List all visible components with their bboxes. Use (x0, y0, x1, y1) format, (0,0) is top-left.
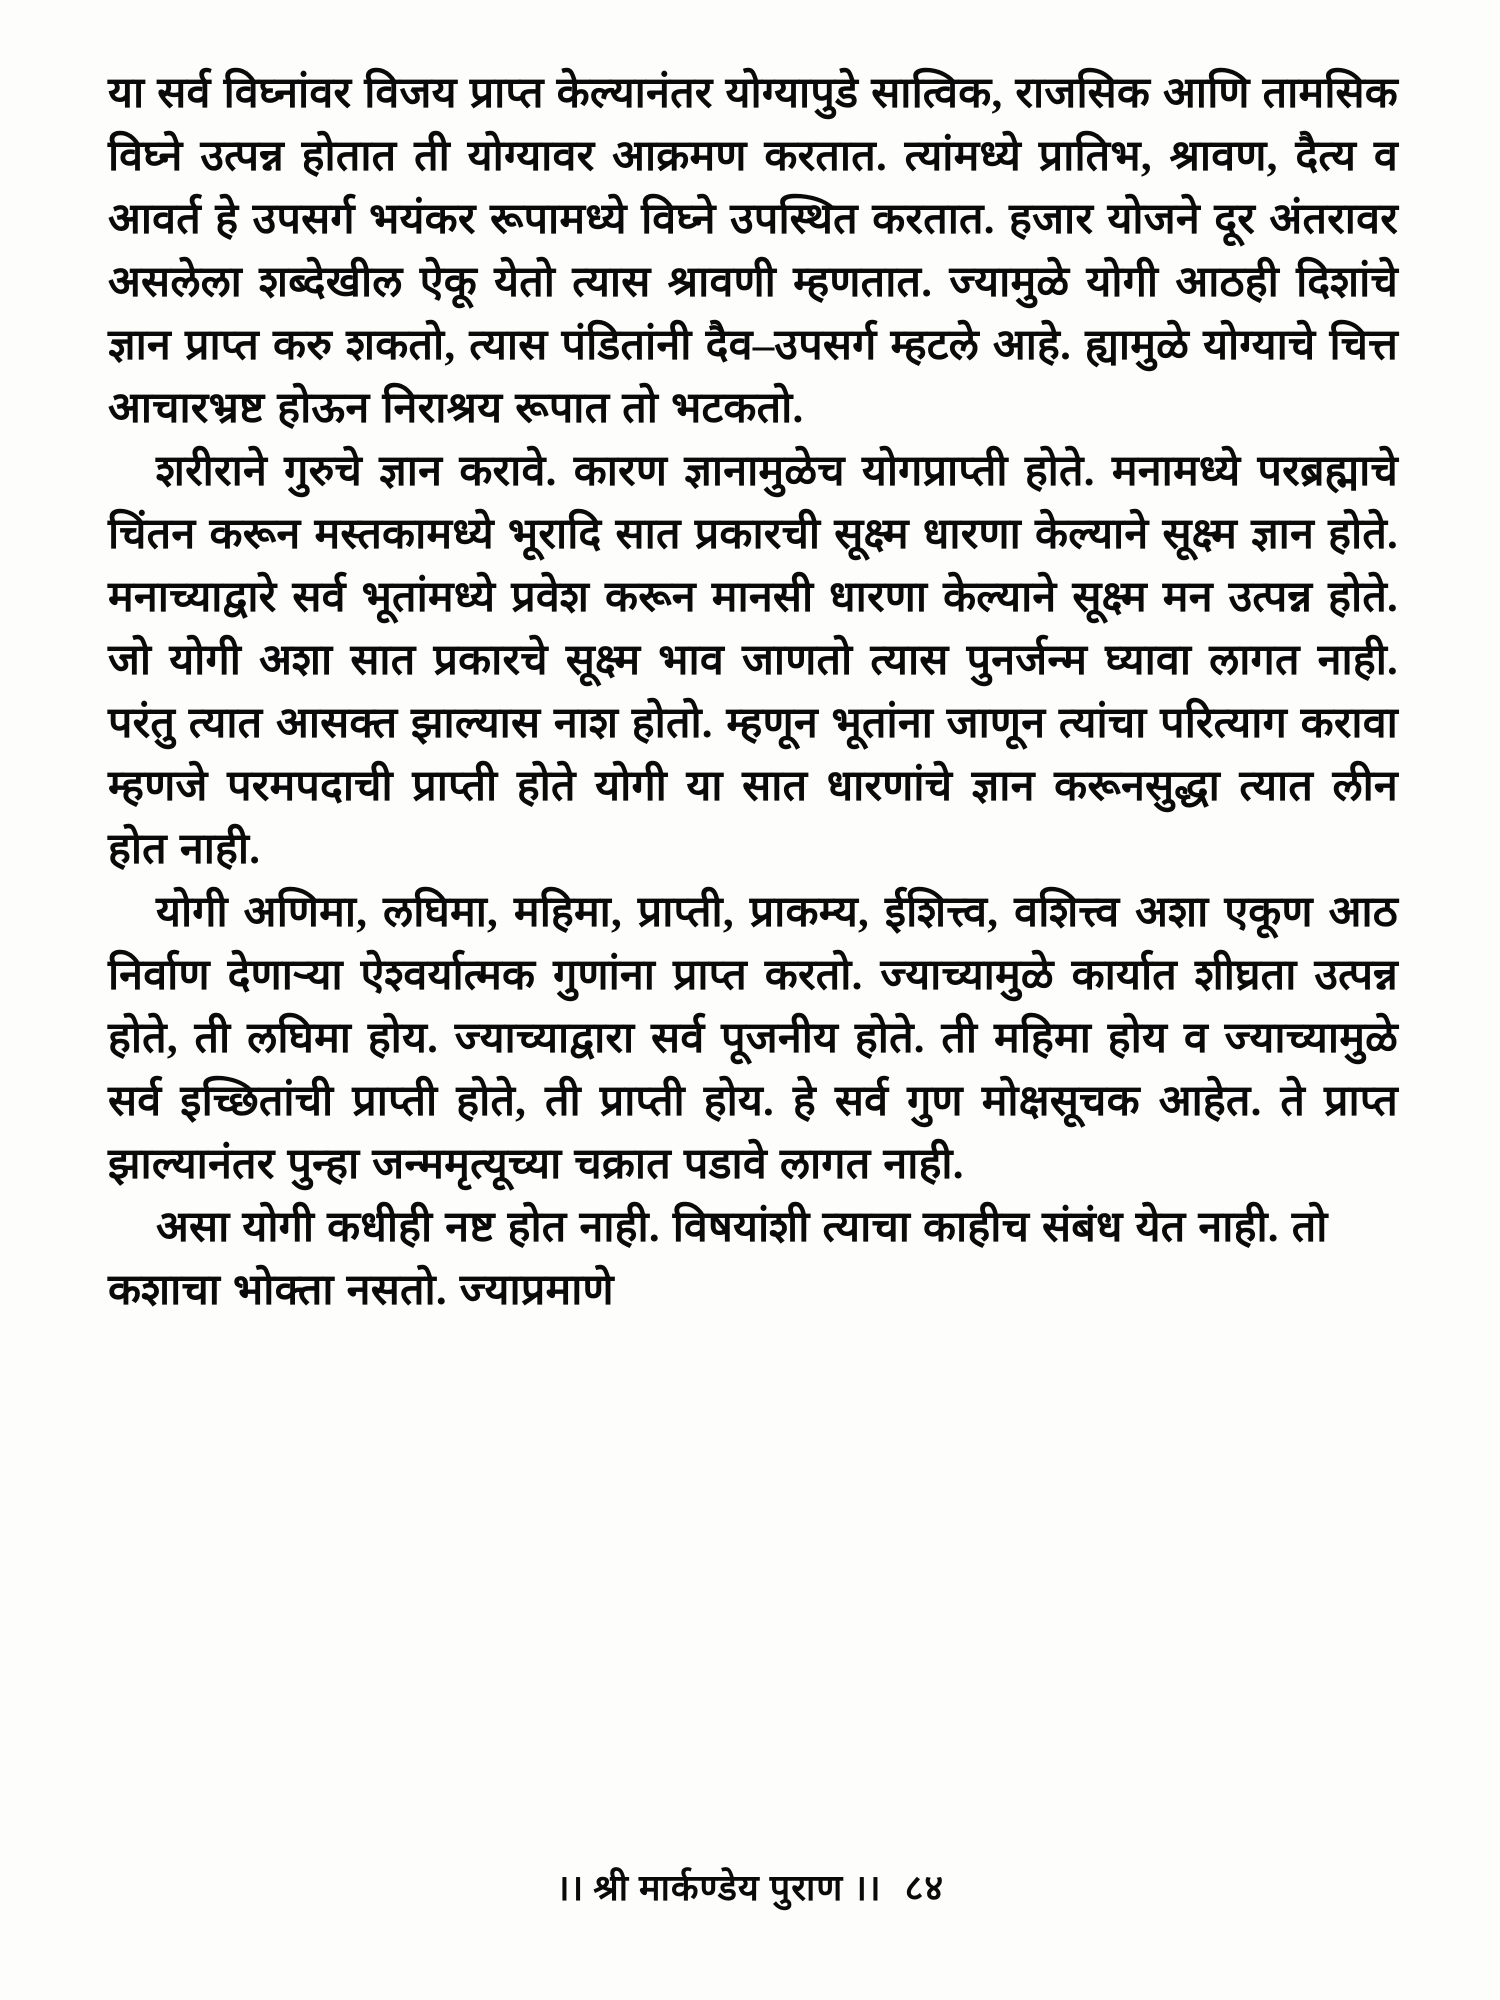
page-text-body (108, 62, 1398, 1322)
page-footer (0, 1862, 1500, 1911)
paragraph-4: असा योगी कधीही नष्ट होत नाही. विषयांशी त्याचा काहीच संबंध येत नाही. तो कशाचा भोक्ता नसतो. ज्याप्रमाणे (108, 1204, 1328, 1314)
paragraph-2: शरीराने गुरुचे ज्ञान करावे. कारण ज्ञानामुळेच योगप्राप्ती होते. मनामध्ये परब्रह्माचे चिंतन करून मस्तकामध्ये भूरादि सात प्रकारची सूक्ष्म धारणा केल्याने सूक्ष्म ज्ञान होते. मनाच्याद्वारे सर्व भूतांमध्ये प्रवेश करून मानसी धारणा केल्याने सूक्ष्म मन उत्पन्न होते. जो योगी अशा सात प्रकारचे सूक्ष्म भाव जाणतो त्यास पुनर्जन्म घ्यावा लागत नाही. परंतु त्यात आसक्त झाल्यास नाश होतो. म्हणून भूतांना जाणून त्यांचा परित्याग करावा म्हणजे परमपदाची प्राप्ती होते योगी या सात धारणांचे ज्ञान करूनसुद्धा त्यात लीन होत नाही. (108, 448, 1398, 873)
paragraph-3: योगी अणिमा, लघिमा, महिमा, प्राप्ती, प्राकम्य, ईशित्त्व, वशित्त्व अशा एकूण आठ निर्वाण देणाऱ्या ऐश्वर्यात्मक गुणांना प्राप्त करतो. ज्याच्यामुळे कार्यात शीघ्रता उत्पन्न होते, ती लघिमा होय. ज्याच्याद्वारा सर्व पूजनीय होते. ती महिमा होय व ज्याच्यामुळे सर्व इच्छितांची प्राप्ती होते, ती प्राप्ती होय. हे सर्व गुण मोक्षसूचक आहेत. ते प्राप्त झाल्यानंतर पुन्हा जन्ममृत्यूच्या चक्रात पडावे लागत नाही. (108, 889, 1398, 1188)
footer-left-separator: ।। (555, 1868, 584, 1908)
footer-right-separator: ।। (853, 1868, 881, 1908)
footer-book-title: श्री मार्कण्डेय पुराण (593, 1868, 844, 1908)
paragraph-1: या सर्व विघ्नांवर विजय प्राप्त केल्यानंतर योग्यापुडे सात्विक, राजसिक आणि तामसिक विघ्ने उत्पन्न होतात ती योग्यावर आक्रमण करतात. त्यांमध्ये प्रातिभ, श्रावण, दैत्य व आवर्त हे उपसर्ग भयंकर रूपामध्ये विघ्ने उपस्थित करतात. हजार योजने दूर अंतरावर असलेला शब्देखील ऐकू येतो त्यास श्रावणी म्हणतात. ज्यामुळे योगी आठही दिशांचे ज्ञान प्राप्त करु शकतो, त्यास पंडितांनी दैव–उपसर्ग म्हटले आहे. ह्यामुळे योग्याचे चित्त आचारभ्रष्ट होऊन निराश्रय रूपात तो भटकतो. (108, 70, 1399, 432)
page-number: ८४ (904, 1868, 945, 1908)
